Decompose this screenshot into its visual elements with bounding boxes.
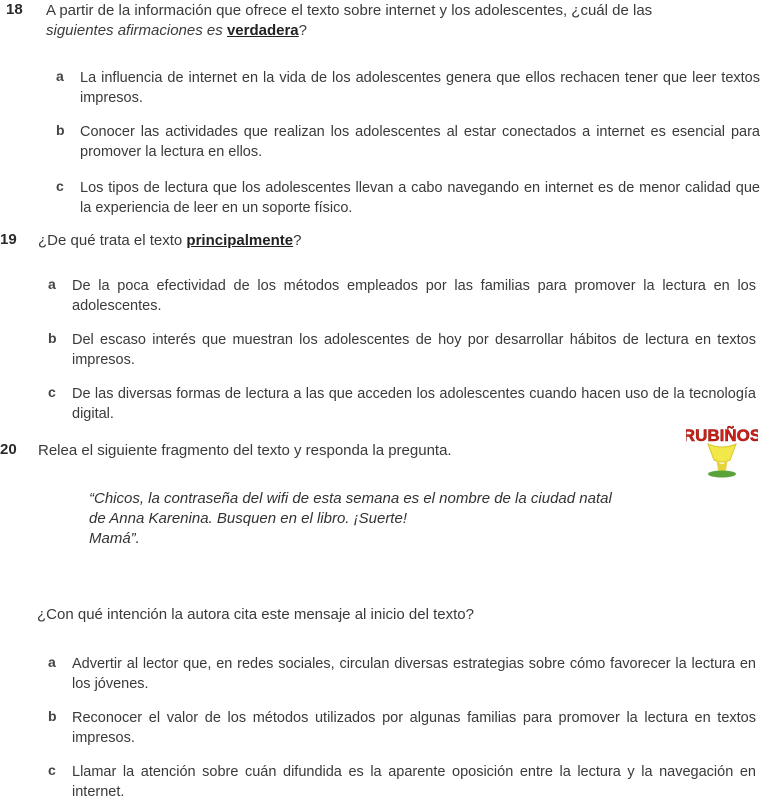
option-letter: c (48, 384, 56, 400)
prompt-italic: siguientes afirmaciones es (46, 22, 223, 39)
prompt-text: ¿De qué trata el texto (38, 232, 183, 249)
prompt-end: ? (298, 22, 307, 39)
option-text: De las diversas formas de lectura a las que acceden los adolescentes cuando hacen uso de la tecnología digital. (72, 386, 756, 422)
option-text: Los tipos de lectura que los adolescentes llevan a cabo navegando en internet es de menor calidad que la experiencia de leer en un soporte físico. (80, 180, 760, 216)
quote-line: de Anna Karenina. Busquen en el libro. ¡Suerte! (89, 510, 407, 527)
question-subprompt: ¿Con qué intención la autora cita este mensaje al inicio del texto? (37, 606, 474, 623)
option-text: La influencia de internet en la vida de los adolescentes genera que ellos rechacen tener que leer textos impresos. (80, 70, 760, 106)
option-letter: c (48, 762, 56, 778)
option-letter: b (48, 330, 57, 346)
option-letter: c (56, 178, 64, 194)
option-letter: a (56, 68, 64, 84)
question-prompt (46, 1, 758, 41)
quote-line: “Chicos, la contraseña del wifi de esta semana es el nombre de la ciudad natal (89, 490, 612, 507)
keyword: principalmente (186, 232, 294, 249)
prompt-line: A partir de la información que ofrece el texto sobre internet y los adolescentes, ¿cuál de las (46, 2, 653, 19)
question-prompt (38, 231, 301, 251)
question-prompt: Relea el siguiente fragmento del texto y responda la pregunta. (38, 442, 452, 459)
quote-line: Mamá”. (89, 530, 140, 547)
prompt-end: ? (293, 232, 302, 249)
option-letter: a (48, 276, 56, 292)
option-text: De la poca efectividad de los métodos empleados por las familias para promover la lectura en los adolescentes. (72, 278, 756, 314)
keyword: verdadera (226, 22, 299, 39)
rubinos-logo (686, 420, 758, 482)
prompt-line (46, 21, 758, 41)
option-text: Advertir al lector que, en redes sociales, circulan diversas estrategias sobre cómo favorecer la lectura en los jóvenes. (72, 656, 756, 692)
option-text: Del escaso interés que muestran los adolescentes de hoy por desarrollar hábitos de lectura en textos impresos. (72, 332, 756, 368)
option-text: Reconocer el valor de los métodos utilizados por algunas familias para promover la lectura en textos impresos. (72, 710, 756, 746)
question-number: 20 (0, 441, 17, 458)
question-number: 18 (6, 1, 23, 18)
question-number: 19 (0, 231, 17, 248)
option-letter: a (48, 654, 56, 670)
option-text: Llamar la atención sobre cuán difundida es la aparente oposición entre la lectura y la navegación en internet. (72, 764, 756, 800)
option-letter: b (48, 708, 57, 724)
option-letter: b (56, 122, 65, 138)
logo-text: RUBIÑOS (686, 426, 758, 445)
option-text: Conocer las actividades que realizan los adolescentes al estar conectados a internet es esencial para promover la lectura en ellos. (80, 124, 760, 160)
quoted-fragment (89, 489, 709, 549)
